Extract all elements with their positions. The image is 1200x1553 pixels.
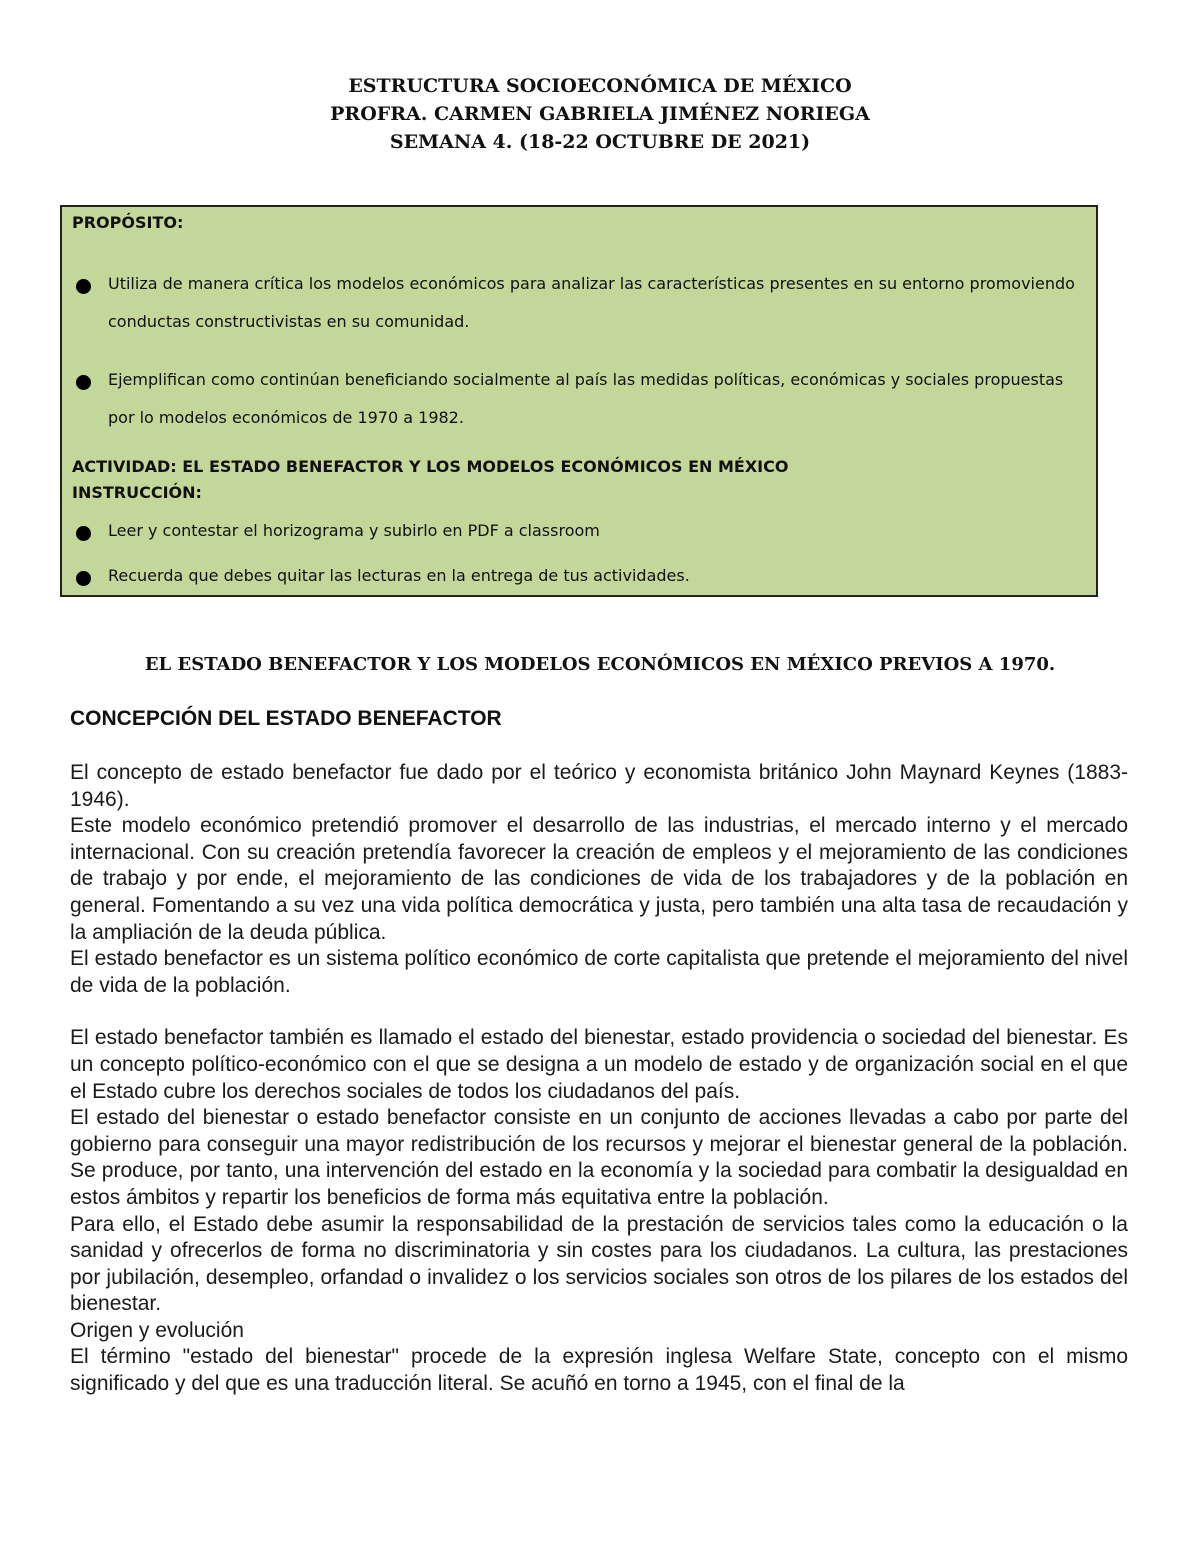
purpose-item: Ejemplifican como continúan beneficiando socialmente al país las medidas políticas, económicas y sociales propuestas por lo modelos económicos de 1970 a 1982. (108, 370, 1064, 427)
paragraph: El estado del bienestar o estado benefactor consiste en un conjunto de acciones llevadas a cabo por parte del gobierno para conseguir una mayor redistribución de los recursos y mejorar el bienestar general de la población. Se produce, por tanto, una intervención del estado en la economía y la sociedad para combatir la desigualdad en estos ámbitos y repartir los beneficios de forma más equitativa entre la población. (70, 1106, 1128, 1209)
teacher-name: PROFRA. CARMEN GABRIELA JIMÉNEZ NORIEGA (330, 103, 870, 125)
instruction-item: Recuerda que debes quitar las lecturas en la entrega de tus actividades. (108, 566, 690, 585)
purpose-label: PROPÓSITO: (72, 213, 184, 232)
purpose-item: Utiliza de manera crítica los modelos económicos para analizar las características presentes en su entorno promoviendo conductas constructivistas en su comunidad. (108, 274, 1075, 331)
bullet-icon (76, 279, 91, 294)
paragraph: Para ello, el Estado debe asumir la responsabilidad de la prestación de servicios tales como la educación o la sanidad y ofrecerlos de forma no discriminatoria y sin costes para los ciudadanos. La cultura, las prestaciones por jubilación, desempleo, orfandad o invalidez o los servicios sociales son otros de los pilares de los estados del bienestar. (70, 1212, 1128, 1316)
course-title: ESTRUCTURA SOCIOECONÓMICA DE MÉXICO (348, 75, 852, 97)
document-title: EL ESTADO BENEFACTOR Y LOS MODELOS ECONÓMICOS EN MÉXICO PREVIOS A 1970. (144, 654, 1056, 675)
body-text (70, 760, 1128, 1398)
paragraph: El estado benefactor es un sistema político económico de corte capitalista que pretende el mejoramiento del nivel de vida de la población. (70, 947, 1128, 997)
paragraph: El concepto de estado benefactor fue dado por el teórico y economista británico John Maynard Keynes (1883-1946). (70, 761, 1128, 811)
instruction-label: INSTRUCCIÓN: (72, 483, 202, 502)
bullet-icon (76, 571, 91, 586)
instruction-item: Leer y contestar el horizograma y subirlo en PDF a classroom (108, 521, 600, 540)
purpose-box (60, 205, 1098, 597)
paragraph: El término "estado del bienestar" procede de la expresión inglesa Welfare State, concepto con el mismo significado y del que es una traducción literal. Se acuñó en torno a 1945, con el final de la (70, 1345, 1128, 1396)
bullet-icon (76, 375, 91, 390)
paragraph: El estado benefactor también es llamado el estado del bienestar, estado providencia o sociedad del bienestar. Es un concepto político-económico con el que se designa a un modelo de estado y de organización social en el que el Estado cubre los derechos sociales de todos los ciudadanos del país. (70, 1026, 1128, 1103)
section-title: CONCEPCIÓN DEL ESTADO BENEFACTOR (70, 707, 502, 730)
bullet-icon (76, 526, 91, 541)
paragraph: Este modelo económico pretendió promover el desarrollo de las industrias, el mercado interno y el mercado internacional. Con su creación pretendía favorecer la creación de empleos y el mejoramiento de las condiciones de trabajo y por ende, el mejoramiento de las condiciones de vida de los trabajadores y de la población en general. Fomentando a su vez una vida política democrática y justa, pero también una alta tasa de recaudación y la ampliación de la deuda pública. (70, 814, 1128, 944)
subheading: Origen y evolución (70, 1318, 244, 1342)
activity-label: ACTIVIDAD: EL ESTADO BENEFACTOR Y LOS MODELOS ECONÓMICOS EN MÉXICO (72, 457, 789, 476)
document-header (0, 72, 1200, 156)
week-dates: SEMANA 4. (18-22 OCTUBRE DE 2021) (389, 131, 811, 153)
